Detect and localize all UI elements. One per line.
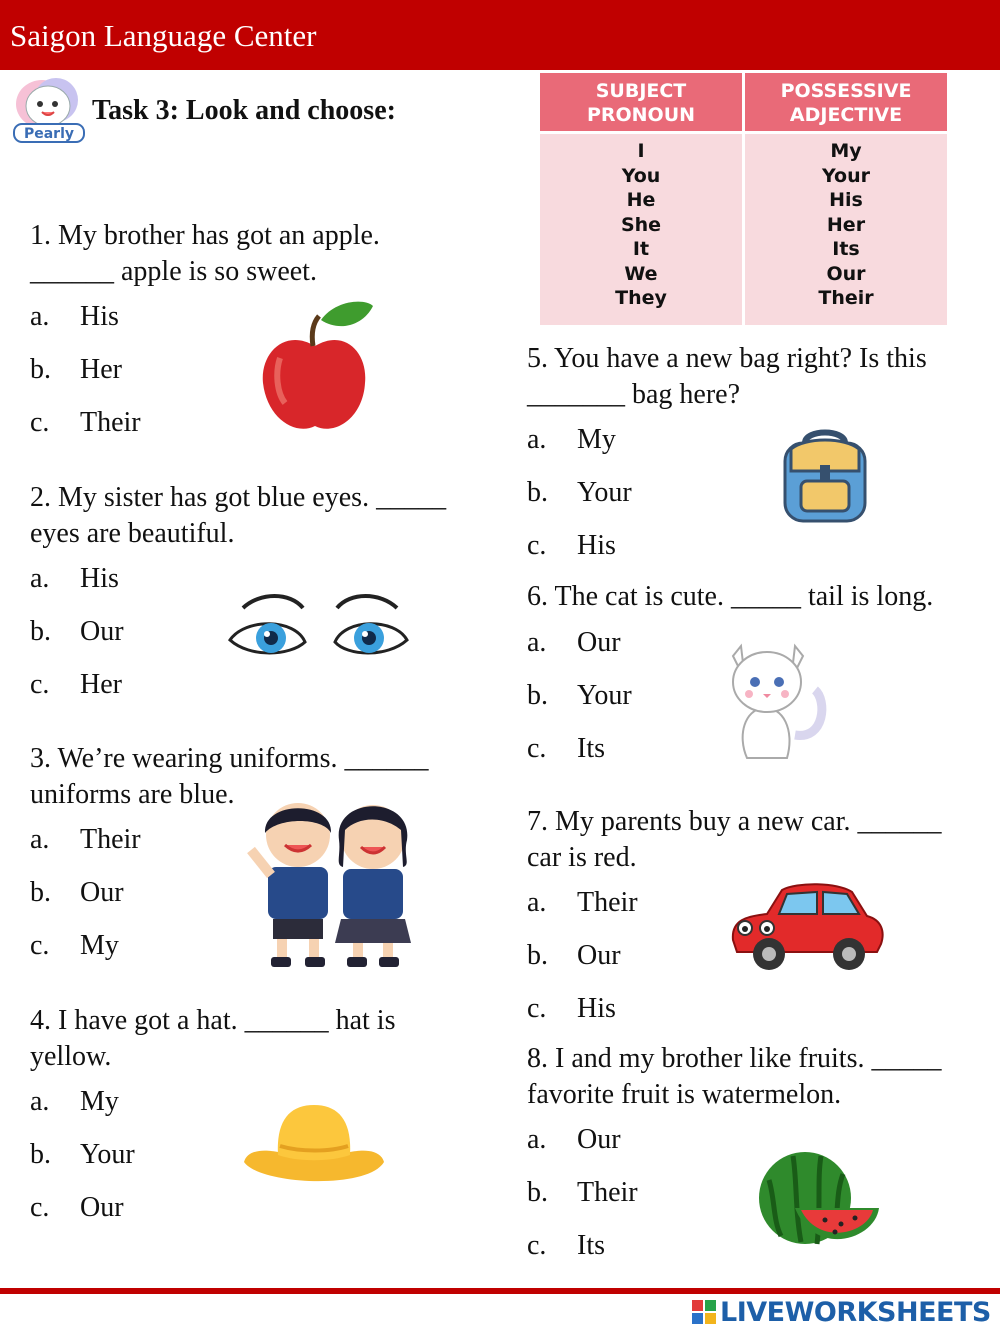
footer-brand: LIVEWORKSHEETS [720,1296,991,1328]
question-text-line1 [30,741,428,777]
question-number: 2. [30,482,51,513]
subject-pronoun: They [615,287,667,309]
question-number: 4. [30,1005,51,1036]
question-number: 7. [527,806,548,837]
question-number: 5. [527,343,548,374]
eyes-picture [225,590,410,665]
question-number: 3. [30,743,51,774]
option-text: Your [577,680,632,711]
cat-picture [725,640,830,762]
option-letter: a. [30,563,50,594]
option-text: Our [80,877,124,908]
option-text: Its [577,1230,605,1261]
option-letter: b. [527,680,548,711]
option-text: Her [80,354,122,385]
option-text: Their [577,1177,638,1208]
subject-pronoun: He [626,189,656,211]
option-letter: a. [527,424,547,455]
option-text: Our [80,616,124,647]
option-letter: a. [30,301,50,332]
question-number: 8. [527,1043,548,1074]
option-letter: c. [527,733,547,764]
pronoun-table [540,73,947,325]
option-text: Our [577,1124,621,1155]
option-letter: b. [30,616,51,647]
option-5c[interactable] [527,531,616,561]
possessive-adjective: Your [822,164,870,187]
question-text: My brother has got an apple. [58,220,380,251]
option-letter: a. [527,887,547,918]
option-letter: a. [30,824,50,855]
header-bar [0,0,1000,70]
question-text-line2: uniforms are blue. [30,779,235,810]
option-7b[interactable] [527,941,621,971]
question-text: My sister has got blue eyes. _____ [51,482,447,513]
question-text-line2: _______ bag here? [527,379,741,410]
question-text: We’re wearing uniforms. ______ [51,743,429,774]
watermelon-picture [755,1150,883,1252]
possessive-adjective: Its [832,238,860,260]
question-text-line2: car is red. [527,842,637,873]
header-line: SUBJECT [595,80,687,102]
question-text-line1 [30,218,380,254]
option-3a[interactable] [30,825,141,855]
option-letter: c. [30,669,50,700]
option-text: Its [577,733,605,764]
possessive-adjective: My [830,140,862,162]
option-letter: b. [30,877,51,908]
header-line: POSSESSIVE [780,80,912,102]
option-text: Their [80,824,141,855]
option-text: His [80,301,119,332]
option-5b[interactable] [527,478,632,508]
option-8a[interactable] [527,1125,621,1155]
question-text-line2: ______ apple is so sweet. [30,256,317,287]
option-letter: b. [527,477,548,508]
option-8c[interactable] [527,1231,605,1261]
option-letter: c. [30,1192,50,1223]
possessive-adjective: Their [818,287,874,309]
option-5a[interactable] [527,425,616,455]
option-letter: c. [30,407,50,438]
question-4 [30,1003,395,1075]
option-text: His [80,563,119,594]
question-text: I and my brother like fruits. _____ [555,1043,942,1074]
question-text-line2: favorite fruit is watermelon. [527,1079,842,1110]
question-2 [30,480,446,552]
question-text-line1 [30,1003,395,1039]
option-text: Your [80,1139,135,1170]
question-text-line1 [527,579,933,615]
possessive-adjective: Our [826,262,866,285]
option-6c[interactable] [527,734,605,764]
question-text-line1 [30,480,446,516]
header-title: Saigon Language Center [10,18,317,53]
question-text: I have got a hat. ______ hat is [58,1005,396,1036]
question-text-line1 [527,1041,941,1077]
option-letter: b. [30,1139,51,1170]
option-text: His [577,993,616,1024]
option-7c[interactable] [527,994,616,1024]
option-4a[interactable] [30,1087,119,1117]
option-1c[interactable] [30,408,141,438]
option-text: My [80,1086,119,1117]
option-letter: c. [30,930,50,961]
option-3c[interactable] [30,931,119,961]
option-letter: c. [527,530,547,561]
subject-pronoun: I [637,140,645,162]
question-text-line1 [527,341,927,377]
question-number: 1. [30,220,51,251]
option-letter: b. [527,940,548,971]
question-text-line1 [527,804,941,840]
liveworksheets-logo[interactable] [692,1296,991,1328]
option-text: Our [577,940,621,971]
option-text: Our [80,1192,124,1223]
question-text-line2: yellow. [30,1041,112,1072]
option-1b[interactable] [30,355,122,385]
liveworksheets-icon [692,1300,716,1324]
question-text: You have a new bag right? Is this [553,343,927,374]
question-text-line2: eyes are beautiful. [30,518,235,549]
question-number: 6. [527,581,548,612]
logo-text: Pearly [23,126,75,142]
apple-picture [255,298,380,438]
subject-pronoun-column [540,139,742,311]
car-picture [727,880,887,975]
option-letter: a. [527,627,547,658]
header-line: PRONOUN [586,104,696,126]
option-2c[interactable] [30,670,122,700]
option-text: My [80,930,119,961]
option-letter: b. [30,354,51,385]
possessive-adjective-column [745,139,947,311]
option-3b[interactable] [30,878,124,908]
question-8 [527,1041,941,1113]
option-2b[interactable] [30,617,124,647]
subject-pronoun: She [620,213,662,236]
option-text: Your [577,477,632,508]
option-4c[interactable] [30,1193,124,1223]
option-letter: c. [527,1230,547,1261]
task-title: Task 3: Look and choose: [92,95,396,126]
option-7a[interactable] [527,888,638,918]
subject-pronoun: We [624,262,658,285]
option-6b[interactable] [527,681,632,711]
option-text: His [577,530,616,561]
subject-pronoun: You [621,164,661,187]
kids-picture [243,795,423,973]
question-1 [30,218,380,290]
option-text: My [577,424,616,455]
option-letter: c. [527,993,547,1024]
question-text: My parents buy a new car. ______ [548,806,942,837]
question-text: The cat is cute. _____ tail is long. [554,581,934,612]
subject-pronoun: It [632,238,650,260]
pearly-logo [12,74,88,146]
option-6a[interactable] [527,628,621,658]
option-letter: a. [30,1086,50,1117]
option-4b[interactable] [30,1140,135,1170]
hat-picture [240,1100,388,1195]
option-letter: b. [527,1177,548,1208]
option-8b[interactable] [527,1178,638,1208]
possessive-adjective: His [829,189,863,211]
question-6 [527,579,933,615]
option-text: Their [80,407,141,438]
subject-pronoun-header [540,79,742,127]
option-letter: a. [527,1124,547,1155]
possessive-adjective: Her [826,213,866,236]
header-line: ADJECTIVE [789,104,903,126]
footer-line [0,1288,1000,1294]
option-text: Their [577,887,638,918]
option-text: Our [577,627,621,658]
backpack-picture [775,425,875,525]
option-1a[interactable] [30,302,119,332]
option-text: Her [80,669,122,700]
question-5 [527,341,927,413]
possessive-adjective-header [745,79,947,127]
option-2a[interactable] [30,564,119,594]
question-7 [527,804,941,876]
